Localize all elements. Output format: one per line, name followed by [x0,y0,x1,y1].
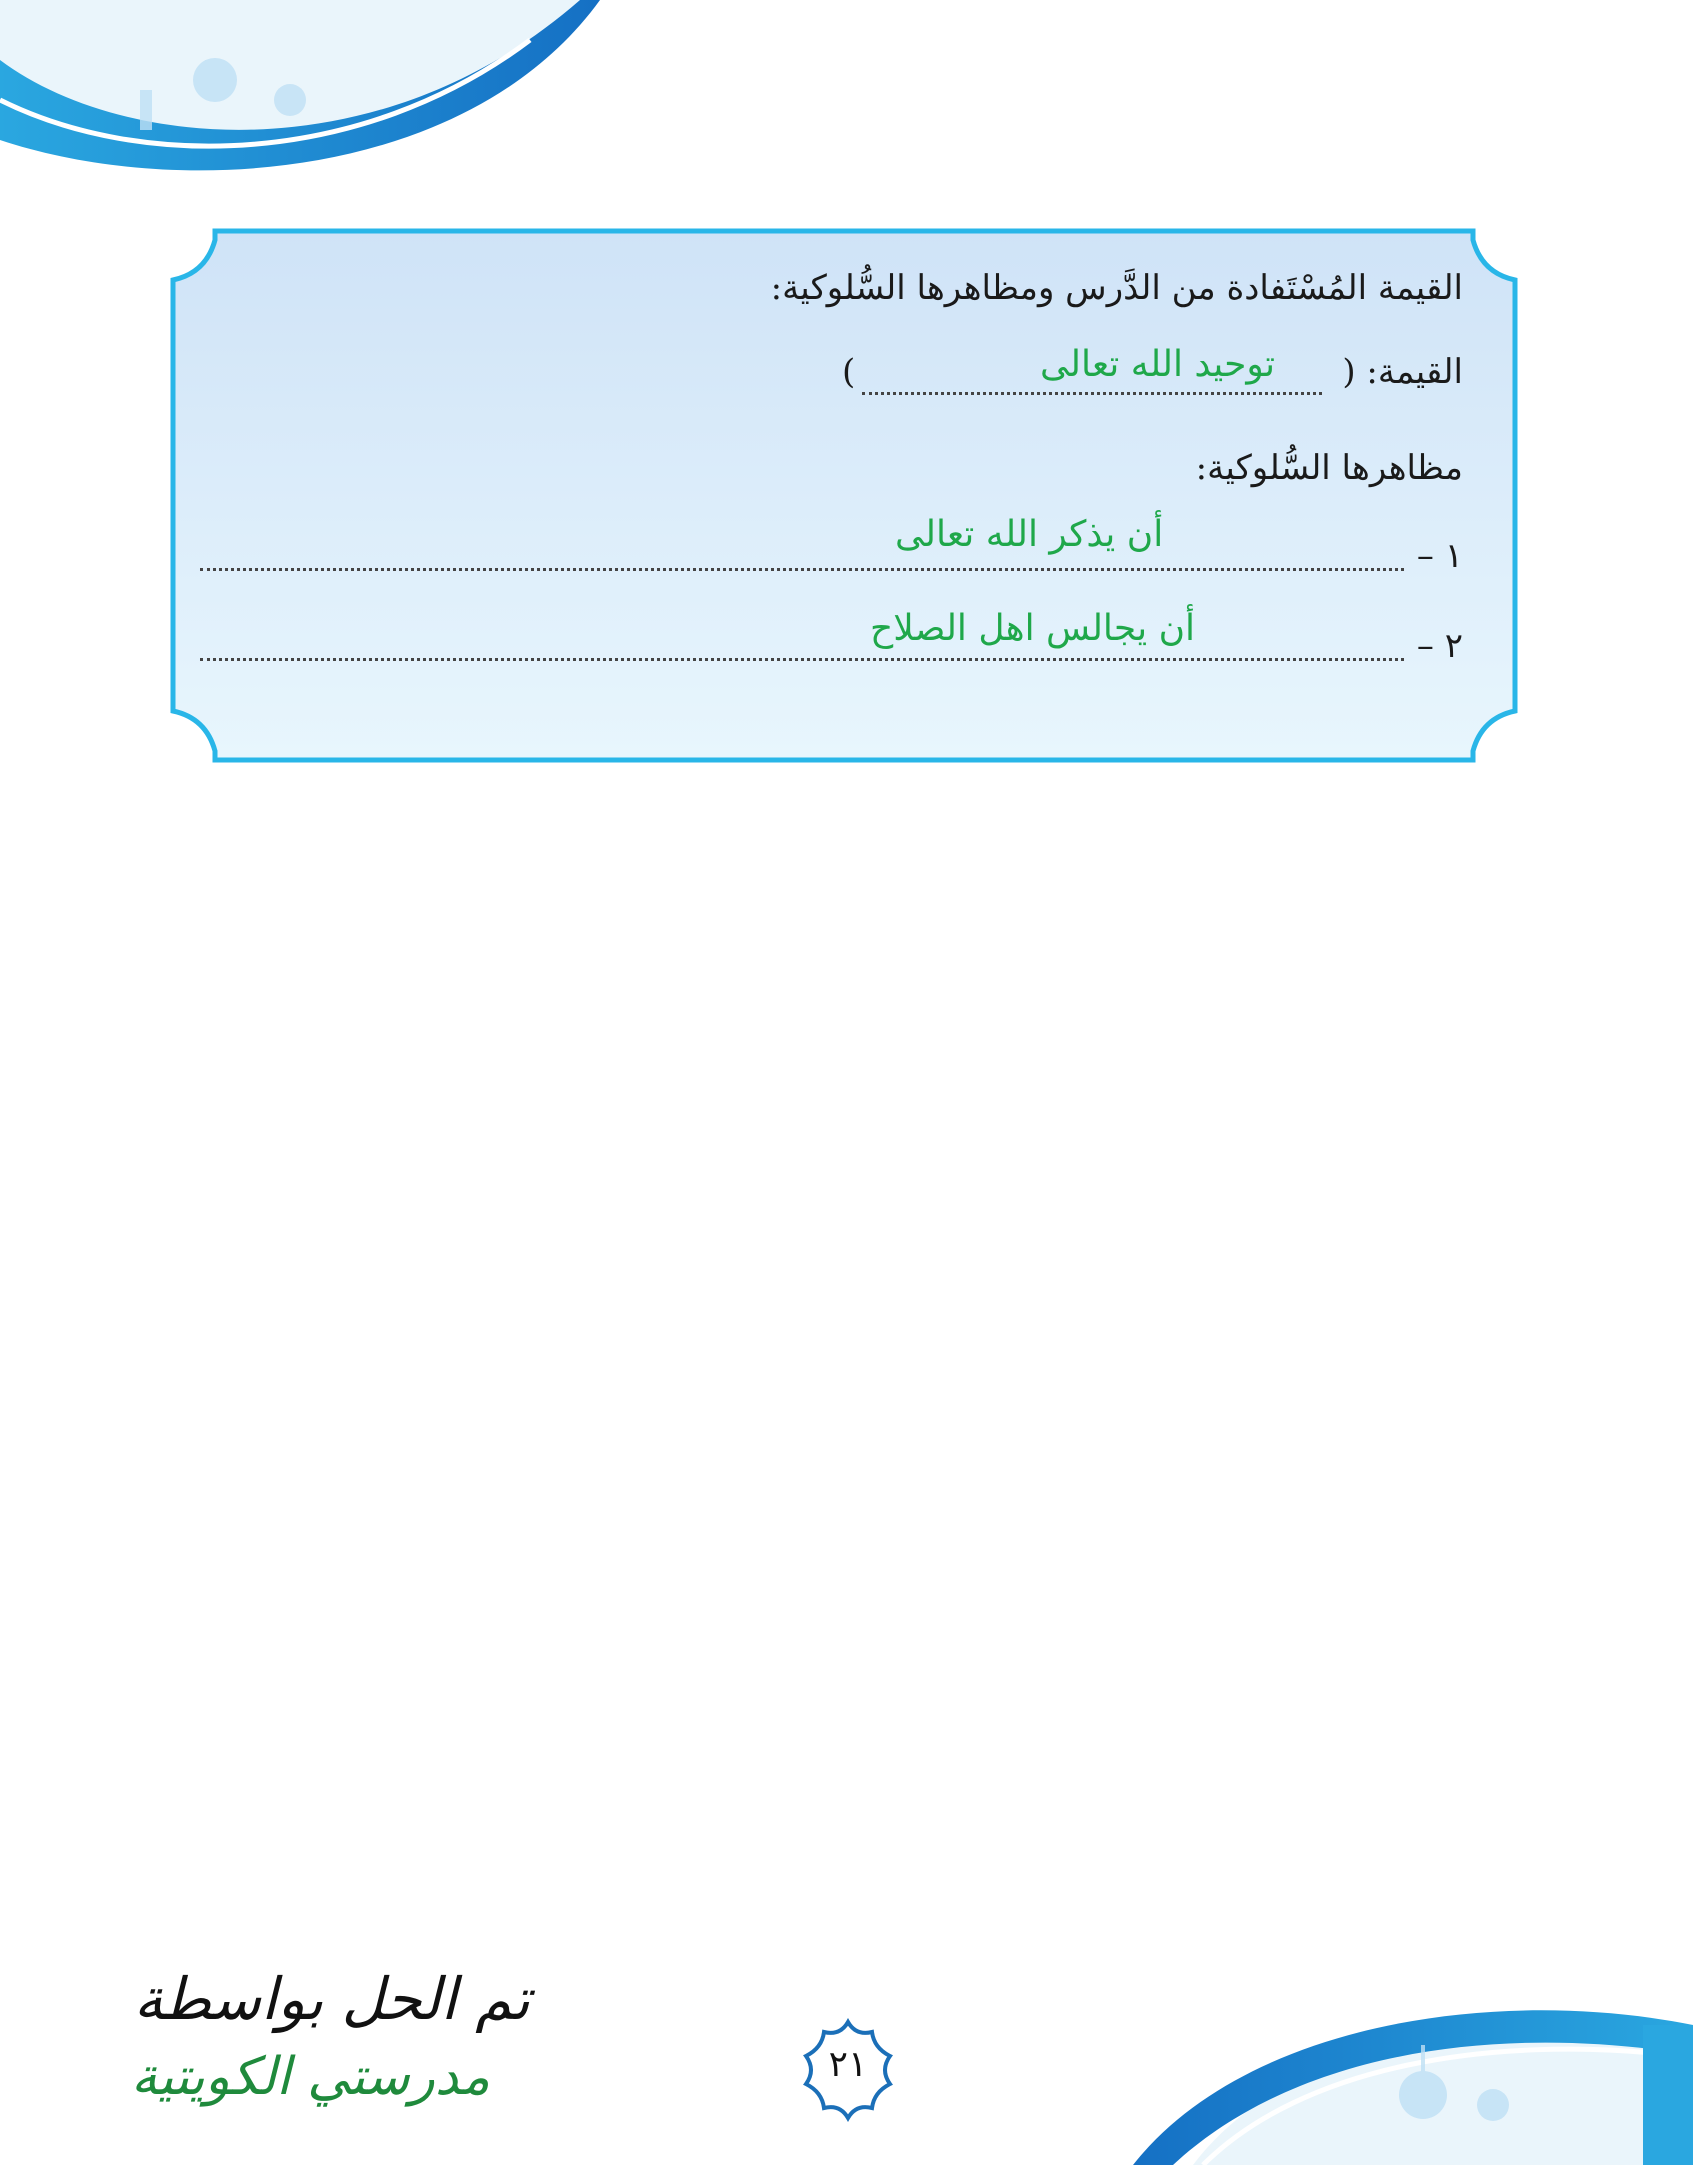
value-answer: توحيد الله تعالى [1040,344,1276,385]
item-1-answer: أن يذكر الله تعالى [895,514,1164,555]
value-label: القيمة: ( [1342,352,1463,392]
value-dotted-line [862,392,1322,395]
item-2-answer: أن يجالس اهل الصلاح [870,608,1196,649]
solution-signature [30,1965,530,2125]
value-heading: القيمة المُسْتَفادة من الدَّرس ومظاهرها السُّلوكية: [770,268,1463,308]
manifestations-heading: مظاهرها السُّلوكية: [1195,448,1463,488]
lesson-value-box [170,228,1518,763]
box-frame [170,228,1518,763]
value-row [1342,352,1463,392]
value-close-paren: ) [842,352,856,392]
bottom-corner-decoration [1133,1985,1693,2165]
item-2-number: ٢ – [1416,626,1463,666]
item-1-dotted-line [200,568,1404,571]
signature-line-2: مدرستي الكويتية [131,2047,490,2107]
top-corner-decoration [0,0,600,190]
page-number: ٢١ [828,2044,868,2085]
item-1-number: ١ – [1416,536,1463,576]
signature-line-1: تم الحل بواسطة [133,1965,530,2033]
item-2-dotted-line [200,658,1404,661]
